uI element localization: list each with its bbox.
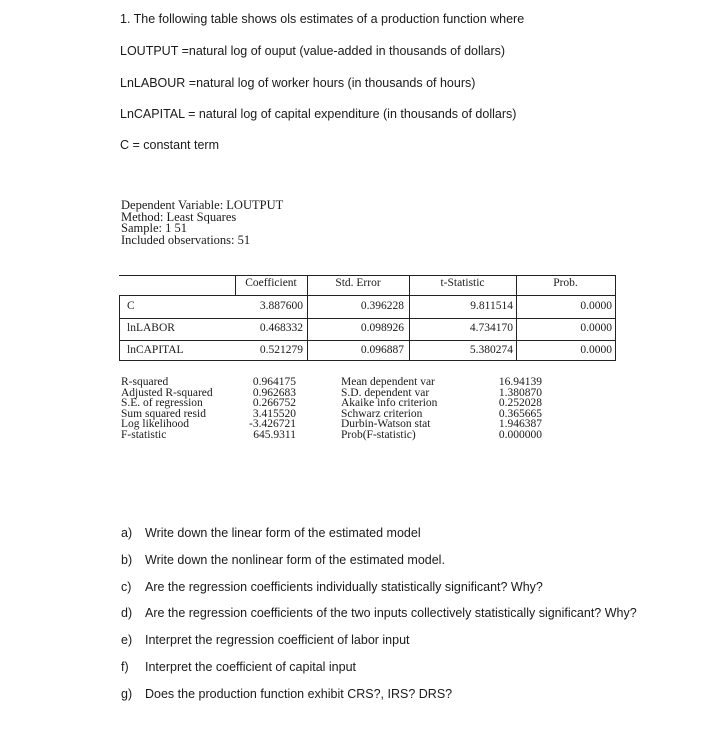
question-text: Are the regression coefficients individually statistically significant? Why? [145, 579, 543, 594]
intro-line-2: LOUTPUT =natural log of ouput (value-added in thousands of dollars) [120, 44, 506, 58]
stats-left-labels [121, 377, 213, 440]
question-label: b) [121, 552, 133, 567]
stat-value: 1.380870 [498, 386, 542, 399]
row-variable-c: C [127, 300, 135, 312]
stat-value: 0.252028 [498, 397, 542, 409]
intro-line-1: 1. The following table shows ols estimates of a production function where [120, 12, 525, 26]
stat-label: F-statistic [121, 428, 167, 441]
question-label: a) [121, 526, 133, 540]
cell-prob: 0.0000 [580, 300, 612, 312]
question-a [121, 526, 637, 553]
cell-std-error: 0.098926 [360, 322, 404, 334]
stat-label: Prob(F-statistic) [341, 428, 416, 441]
question-label: e) [121, 633, 133, 648]
stat-value: 0.266752 [252, 397, 296, 409]
stats-right-values [468, 377, 542, 440]
row-variable-lnlabor: lnLABOR [127, 322, 175, 334]
intro-line-5: C = constant term [120, 138, 219, 152]
dependent-variable: Dependent Variable: LOUTPUT [121, 198, 284, 212]
col-header-prob: Prob. [553, 277, 578, 289]
question-g [121, 687, 637, 714]
question-text: Write down the linear form of the estimated model [145, 526, 421, 540]
cell-prob: 0.0000 [580, 344, 612, 356]
cell-coefficient: 0.468332 [259, 322, 303, 334]
stats-left-values [222, 377, 296, 440]
col-header-std-error: Std. Error [335, 277, 381, 289]
col-header-coefficient: Coefficient [245, 277, 297, 289]
included-observations: Included observations: 51 [121, 232, 251, 247]
stat-value: 3.415520 [252, 407, 296, 420]
stat-label: Adjusted R-squared [121, 386, 213, 399]
cell-std-error: 0.096887 [360, 344, 404, 356]
stat-value: -3.426721 [249, 418, 296, 430]
cell-t-statistic: 9.811514 [470, 300, 513, 312]
question-label: d) [121, 606, 133, 621]
cell-std-error: 0.396228 [360, 300, 404, 312]
question-text: Interpret the coefficient of capital input [145, 659, 357, 674]
stat-value: 1.946387 [498, 418, 542, 430]
stat-label: S.E. of regression [121, 397, 203, 409]
stat-label: Log likelihood [121, 418, 190, 430]
stat-label: Mean dependent var [341, 376, 435, 388]
intro-line-3: LnLABOUR =natural log of worker hours (in thousands of hours) [120, 76, 476, 90]
stat-label: Akaike info criterion [341, 397, 438, 409]
question-text: Are the regression coefficients of the two inputs collectively statistically significant? Why? [145, 606, 637, 621]
question-e [121, 633, 637, 660]
stat-label: S.D. dependent var [341, 386, 430, 399]
question-text: Write down the nonlinear form of the estimated model. [145, 552, 445, 567]
question-f [121, 660, 637, 687]
cell-prob: 0.0000 [580, 322, 612, 334]
stats-right-labels [341, 377, 437, 440]
intro-line-4: LnCAPITAL = natural log of capital expenditure (in thousands of dollars) [120, 107, 517, 121]
cell-coefficient: 3.887600 [259, 300, 303, 312]
cell-t-statistic: 4.734170 [469, 322, 513, 334]
question-list [121, 526, 637, 714]
stat-label: Schwarz criterion [341, 407, 423, 420]
question-c [121, 580, 637, 607]
question-b [121, 553, 637, 580]
question-text: Does the production function exhibit CRS?, IRS? DRS? [145, 686, 453, 701]
cell-t-statistic: 5.380274 [469, 344, 513, 356]
stat-value: 0.365665 [498, 407, 542, 420]
question-label: g) [121, 686, 133, 701]
stat-value: 16.94139 [498, 376, 542, 388]
stat-value: 645.9311 [253, 428, 296, 441]
stat-value: 0.964175 [252, 376, 296, 388]
regression-header [121, 200, 283, 246]
question-label: f) [121, 659, 129, 674]
stat-value: 0.000000 [498, 428, 542, 441]
cell-coefficient: 0.521279 [259, 344, 303, 356]
stat-label: R-squared [121, 376, 169, 388]
sample: Sample: 1 51 [121, 221, 187, 235]
stat-label: Sum squared resid [121, 407, 206, 420]
stat-value: 0.962683 [252, 386, 296, 399]
stat-label: Durbin-Watson stat [341, 418, 431, 430]
question-text: Interpret the regression coefficient of labor input [145, 633, 410, 648]
col-header-t-statistic: t-Statistic [440, 277, 485, 289]
question-d [121, 606, 637, 633]
method: Method: Least Squares [121, 209, 237, 224]
row-variable-lncapital: lnCAPITAL [127, 344, 184, 356]
question-label: c) [121, 579, 132, 594]
